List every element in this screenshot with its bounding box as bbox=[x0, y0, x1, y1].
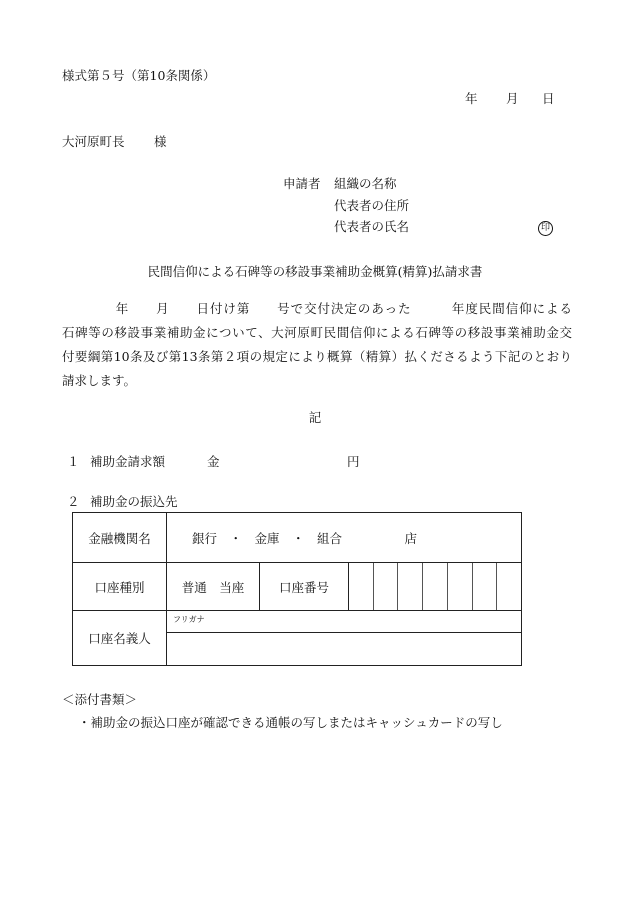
bank-account-table bbox=[72, 512, 522, 666]
body-paragraph bbox=[62, 297, 572, 393]
attachment-item: ・補助金の振込口座が確認できる通帳の写しまたはキャッシュカードの写し bbox=[78, 715, 503, 730]
date-day: 日 bbox=[542, 91, 555, 106]
applicant-label: 申請者 bbox=[283, 176, 321, 191]
account-holder-label: 口座名義人 bbox=[73, 611, 167, 666]
item2-number: ２ bbox=[67, 494, 80, 509]
institution-types: 銀行 ・ 金庫 ・ 組合 bbox=[191, 530, 342, 546]
form-number: 様式第５号（第10条関係） bbox=[62, 68, 216, 83]
account-digit-box[interactable] bbox=[397, 563, 422, 610]
addressee-name: 大河原町長 bbox=[62, 134, 125, 149]
account-number-field[interactable] bbox=[349, 563, 522, 611]
account-digit-box[interactable] bbox=[472, 563, 497, 610]
furigana-field[interactable] bbox=[167, 611, 522, 633]
account-digit-box[interactable] bbox=[373, 563, 398, 610]
body-line: 付要綱第10条及び第13条第２項の規定により概算（精算）払くださるよう下記のとおり bbox=[62, 349, 572, 364]
institution-label: 金融機関名 bbox=[73, 513, 167, 563]
institution-field[interactable] bbox=[167, 513, 522, 563]
account-number-label: 口座番号 bbox=[260, 563, 349, 611]
applicant-rep-address: 代表者の住所 bbox=[334, 198, 410, 213]
branch-suffix: 店 bbox=[404, 530, 417, 546]
body-line: 年 月 日付け第 号で交付決定のあった 年度民間信仰による bbox=[62, 301, 572, 316]
account-type-options[interactable]: 普通 当座 bbox=[167, 563, 260, 611]
account-digit-box[interactable] bbox=[447, 563, 472, 610]
addressee-honorific: 様 bbox=[154, 134, 167, 149]
seal-mark bbox=[538, 218, 553, 236]
applicant-rep-name: 代表者の氏名 bbox=[334, 219, 410, 234]
account-digit-box[interactable] bbox=[349, 563, 373, 610]
item1-label: 補助金請求額 bbox=[90, 454, 166, 469]
document-title: 民間信仰による石碑等の移設事業補助金概算(精算)払請求書 bbox=[147, 264, 483, 279]
item1-prefix: 金 bbox=[207, 454, 220, 469]
furigana-label: フリガナ bbox=[173, 615, 205, 624]
attachments-heading: ＜添付書類＞ bbox=[62, 692, 138, 707]
item1-unit: 円 bbox=[347, 454, 360, 469]
applicant-org-name: 組織の名称 bbox=[334, 176, 397, 191]
item2-label: 補助金の振込先 bbox=[90, 494, 178, 509]
date-year: 年 bbox=[465, 91, 478, 106]
account-type-label: 口座種別 bbox=[73, 563, 167, 611]
account-holder-field[interactable] bbox=[167, 633, 522, 666]
seal-icon: 印 bbox=[538, 221, 553, 236]
ki-heading: 記 bbox=[308, 410, 322, 425]
account-digit-box[interactable] bbox=[496, 563, 521, 610]
body-line: 石碑等の移設事業補助金について、大河原町民間信仰による石碑等の移設事業補助金交 bbox=[62, 325, 572, 340]
date-month: 月 bbox=[506, 91, 519, 106]
item1-number: １ bbox=[67, 454, 80, 469]
body-line: 請求します。 bbox=[62, 373, 137, 388]
account-digit-box[interactable] bbox=[422, 563, 447, 610]
